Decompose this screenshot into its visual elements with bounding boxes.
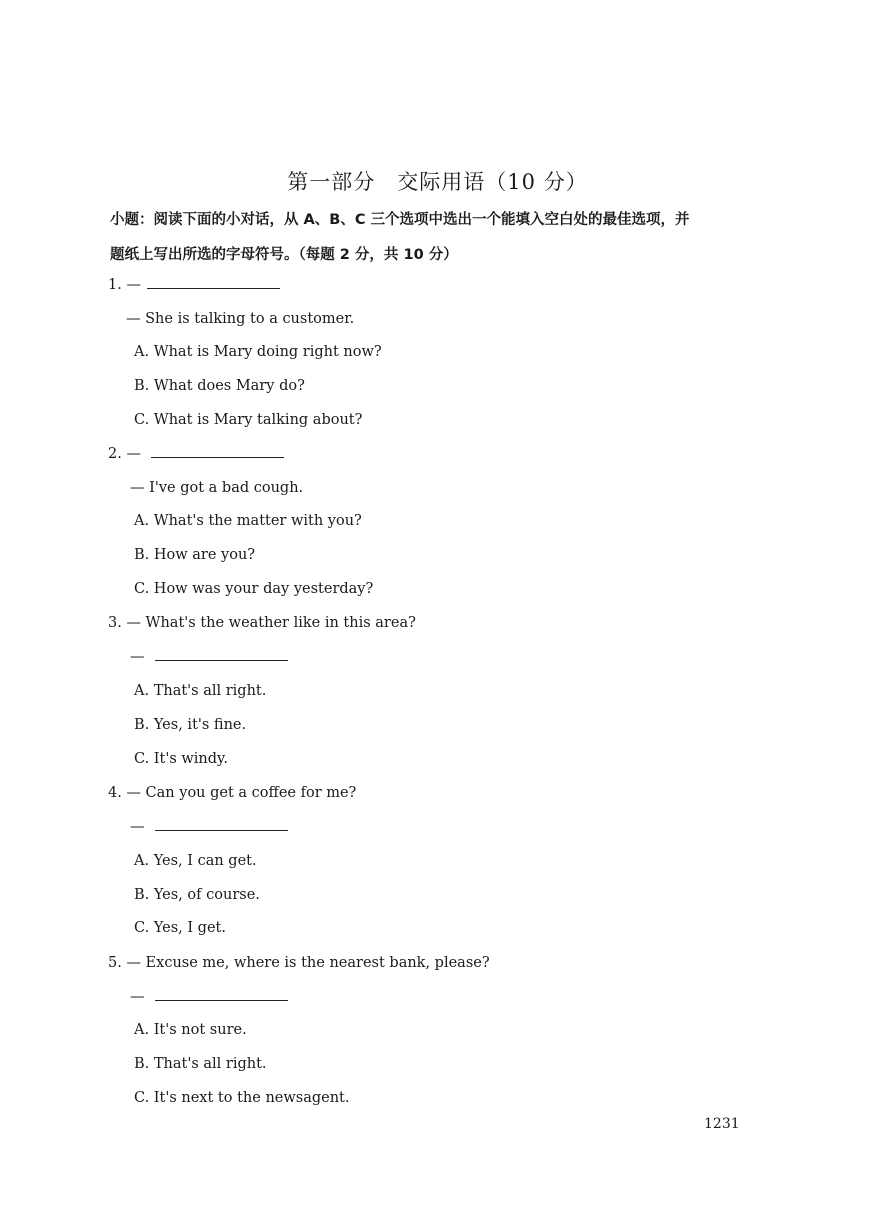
answer-blank (147, 278, 280, 289)
question-1-option-a: A. What is Mary doing right now? (134, 344, 382, 360)
question-text: — What's the weather like in this area? (126, 615, 416, 631)
question-1-option-b: B. What does Mary do? (134, 378, 305, 394)
question-5-reply (130, 989, 288, 1005)
question-number: 4. (108, 785, 122, 801)
answer-blank (151, 447, 284, 458)
question-4-prompt (108, 785, 356, 801)
answer-blank (155, 650, 288, 661)
question-2-reply: — I've got a bad cough. (130, 480, 304, 496)
reply-dash: — (130, 649, 145, 665)
question-3-option-a: A. That's all right. (134, 683, 267, 699)
reply-dash: — (130, 989, 145, 1005)
question-number: 2. — (108, 446, 141, 462)
question-number: 5. (108, 955, 122, 971)
question-3-option-c: C. It's windy. (134, 751, 228, 767)
question-number: 3. (108, 615, 122, 631)
question-2-number (108, 446, 284, 462)
question-text: — Excuse me, where is the nearest bank, please? (126, 955, 490, 971)
question-4-option-c: C. Yes, I get. (134, 920, 226, 936)
instruction-line-1: 小题：阅读下面的小对话，从 A、B、C 三个选项中选出一个能填入空白处的最佳选项，并 (110, 212, 690, 228)
question-5-option-a: A. It's not sure. (134, 1022, 247, 1038)
question-1-reply: — She is talking to a customer. (126, 311, 355, 327)
page-number: 1231 (704, 1116, 740, 1132)
question-2-option-a: A. What's the matter with you? (134, 513, 362, 529)
instruction-line-2: 题纸上写出所选的字母符号。（每题 2 分，共 10 分） (110, 247, 458, 263)
question-2-option-b: B. How are you? (134, 547, 256, 563)
section-title: 第一部分 交际用语（10 分） (287, 170, 588, 194)
question-number: 1. — (108, 277, 141, 293)
question-5-prompt (108, 955, 490, 971)
answer-blank (155, 990, 288, 1001)
question-4-option-b: B. Yes, of course. (134, 887, 260, 903)
question-3-prompt (108, 615, 416, 631)
question-3-option-b: B. Yes, it's fine. (134, 717, 247, 733)
question-4-option-a: A. Yes, I can get. (134, 853, 257, 869)
question-2-option-c: C. How was your day yesterday? (134, 581, 374, 597)
question-1-number (108, 277, 280, 293)
question-text: — Can you get a coffee for me? (126, 785, 357, 801)
reply-dash: — (130, 819, 145, 835)
question-3-reply (130, 649, 288, 665)
answer-blank (155, 820, 288, 831)
question-5-option-c: C. It's next to the newsagent. (134, 1090, 350, 1106)
question-4-reply (130, 819, 288, 835)
question-1-option-c: C. What is Mary talking about? (134, 412, 363, 428)
question-5-option-b: B. That's all right. (134, 1056, 267, 1072)
